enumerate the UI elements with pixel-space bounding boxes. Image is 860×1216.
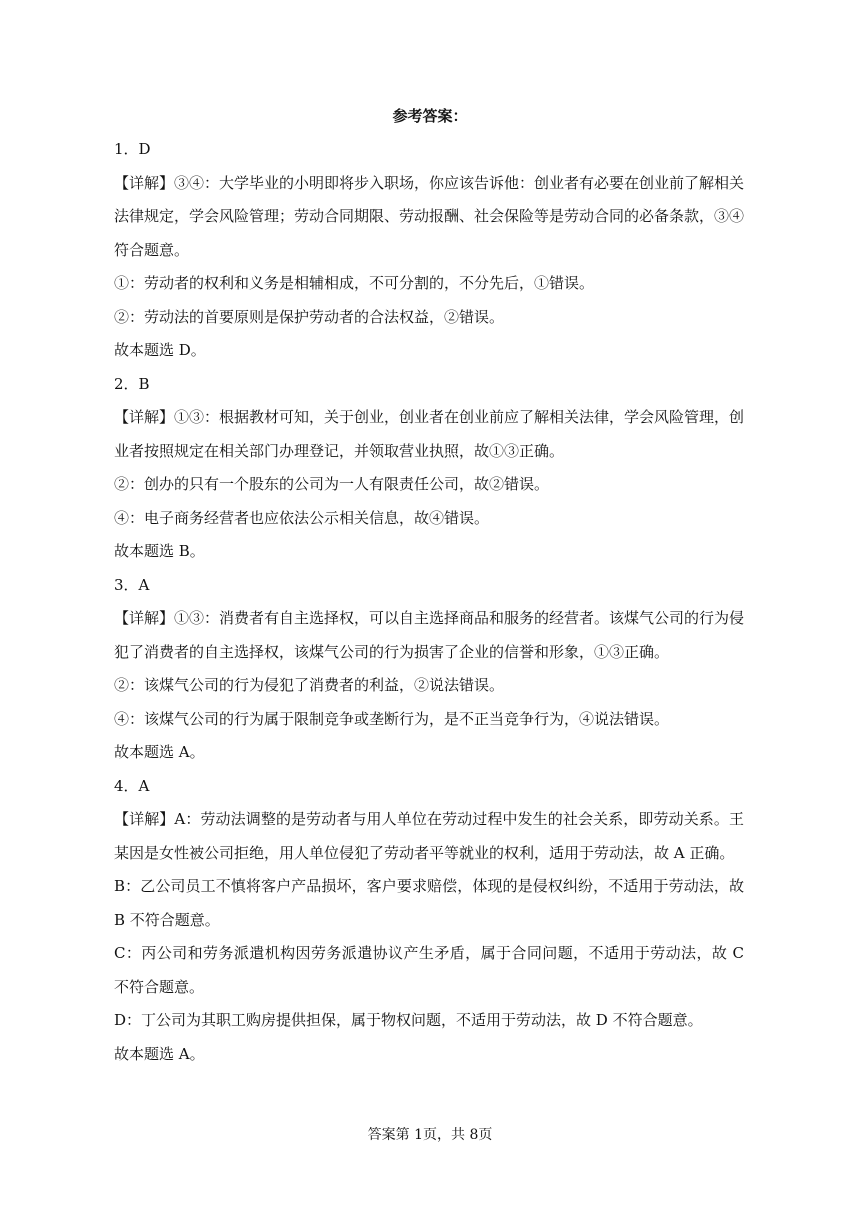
answer-2-note-1: ②：创办的只有一个股东的公司为一人有限责任公司，故②错误。 — [114, 475, 550, 493]
answer-2-choice: 2．B — [114, 374, 150, 393]
answer-3-choice: 3．A — [114, 575, 150, 594]
answer-1-choice: 1．D — [114, 140, 151, 158]
answer-4-conclusion: 故本题选 A。 — [114, 1044, 205, 1063]
answer-body — [114, 133, 744, 1071]
answer-3-note-1: ②：该煤气公司的行为侵犯了消费者的利益，②说法错误。 — [114, 676, 505, 694]
answer-2-note-2: ④：电子商务经营者也应依法公示相关信息，故④错误。 — [114, 508, 490, 527]
answer-4-option-b: B：乙公司员工不慎将客户产品损坏，客户要求赔偿，体现的是侵权纠纷，不适用于劳动法，故 B 不符合题意。 — [114, 877, 744, 929]
answer-1-explanation: 【详解】③④：大学毕业的小明即将步入职场，你应该告诉他：创业者有必要在创业前了解相关法律规定，学会风险管理；劳动合同期限、劳动报酬、社会保险等是劳动合同的必备条款，③④符合题意。 — [114, 173, 745, 259]
answer-1-note-1: ①：劳动者的权利和义务是相辅相成，不可分割的，不分先后，①错误。 — [114, 274, 595, 292]
answer-4-option-d: D：丁公司为其职工购房提供担保，属于物权问题，不适用于劳动法，故 D 不符合题意。 — [114, 1011, 703, 1029]
answer-3-conclusion: 故本题选 A。 — [114, 743, 205, 761]
answer-4-explanation: 【详解】A：劳动法调整的是劳动者与用人单位在劳动过程中发生的社会关系，即劳动关系。王某因是女性被公司拒绝，用人单位侵犯了劳动者平等就业的权利，适用于劳动法，故 A 正确。 — [114, 810, 744, 862]
answer-3-note-2: ④：该煤气公司的行为属于限制竞争或垄断行为，是不正当竞争行为，④说法错误。 — [114, 709, 670, 728]
page-footer: 答案第 1页，共 8页 — [367, 1127, 493, 1143]
answer-1-note-2: ②：劳动法的首要原则是保护劳动者的合法权益，②错误。 — [114, 307, 505, 326]
answer-2-conclusion: 故本题选 B。 — [114, 542, 205, 560]
page-title: 参考答案： — [392, 107, 468, 125]
answer-2-explanation: 【详解】①③：根据教材可知，关于创业，创业者在创业前应了解相关法律，学会风险管理，创业者按照规定在相关部门办理登记，并领取营业执照，故①③正确。 — [114, 408, 745, 460]
answer-1-conclusion: 故本题选 D。 — [114, 341, 206, 359]
answer-4-option-c: C：丙公司和劳务派遣机构因劳务派遣协议产生矛盾，属于合同问题，不适用于劳动法，故 C 不符合题意。 — [114, 944, 744, 996]
answer-3-explanation: 【详解】①③：消费者有自主选择权，可以自主选择商品和服务的经营者。该煤气公司的行为侵犯了消费者的自主选择权，该煤气公司的行为损害了企业的信誉和形象，①③正确。 — [114, 609, 745, 661]
answer-4-choice: 4．A — [114, 776, 150, 795]
